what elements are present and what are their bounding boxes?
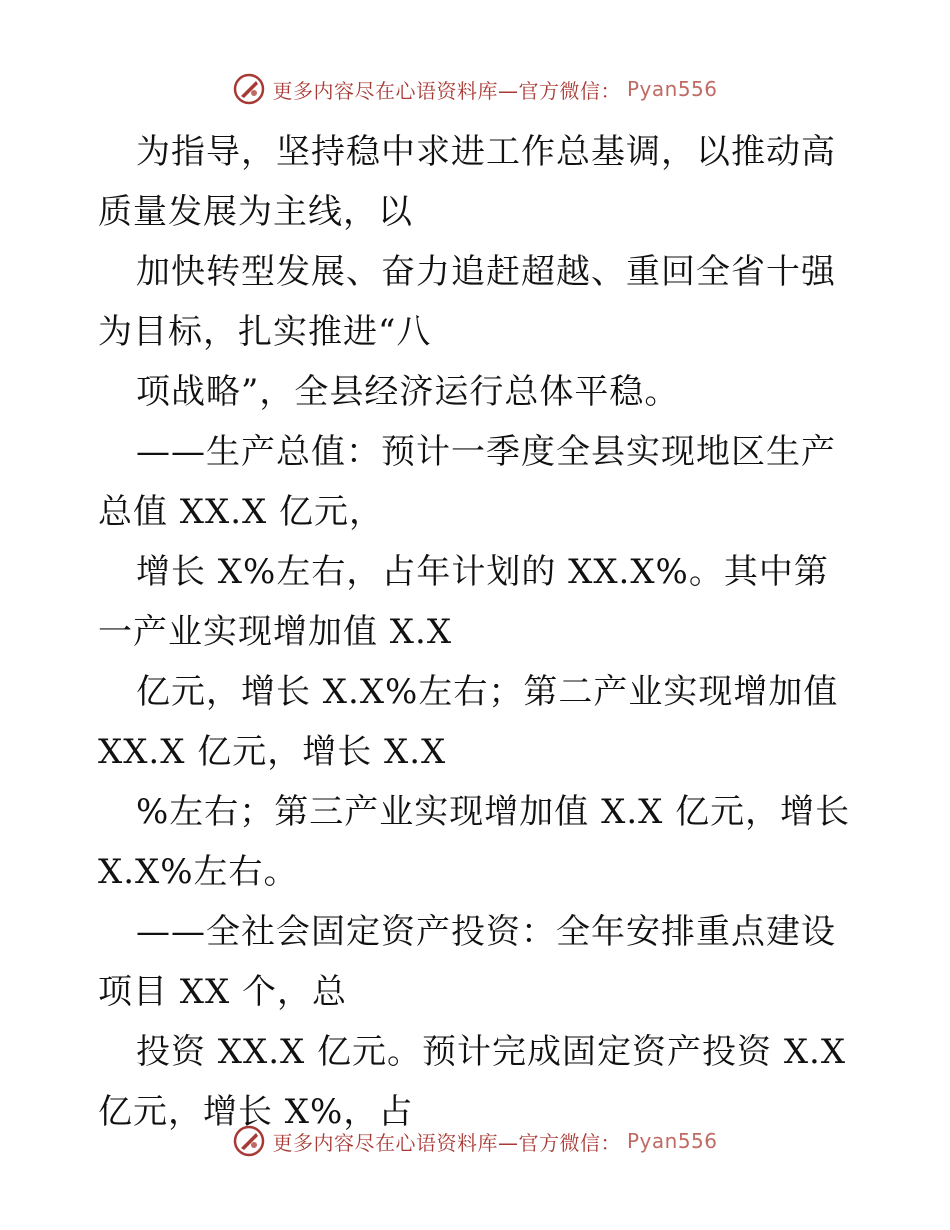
paragraph-line: 增长 X%左右，占年计划的 XX.X%。其中第一产业实现增加值 X.X (98, 552, 829, 652)
paragraph-line: 项战略”，全县经济运行总体平稳。 (136, 372, 680, 412)
paragraph-line: ——全社会固定资产投资：全年安排重点建设项目 XX 个，总 (98, 912, 836, 1012)
watermark-text: 更多内容尽在心语资料库—官方微信： (272, 78, 621, 103)
brand-logo-icon (232, 1124, 266, 1158)
paragraph-line: 加快转型发展、奋力追赶超越、重回全省十强为目标，扎实推进“八 (98, 252, 836, 352)
paragraph-line: 投资 XX.X 亿元。预计完成固定资产投资 X.X 亿元，增长 X%，占 (98, 1032, 858, 1132)
watermark-text: 更多内容尽在心语资料库—官方微信： (272, 1130, 621, 1155)
brand-logo-icon (232, 72, 266, 106)
header-watermark (0, 72, 950, 106)
paragraph-line: ——生产总值：预计一季度全县实现地区生产总值 XX.X 亿元， (98, 432, 836, 532)
watermark-wechat-id: Pyan556 (626, 77, 718, 101)
paragraph-line: %左右；第三产业实现增加值 X.X 亿元，增长 X.X%左右。 (98, 792, 862, 892)
paragraph-line: 为指导，坚持稳中求进工作总基调，以推动高质量发展为主线，以 (98, 132, 836, 232)
document-body (98, 122, 862, 1142)
watermark-wechat-id: Pyan556 (626, 1129, 718, 1153)
paragraph-line: 亿元，增长 X.X%左右；第二产业实现增加值 XX.X 亿元，增长 X.X (98, 672, 851, 772)
footer-watermark (0, 1124, 950, 1158)
